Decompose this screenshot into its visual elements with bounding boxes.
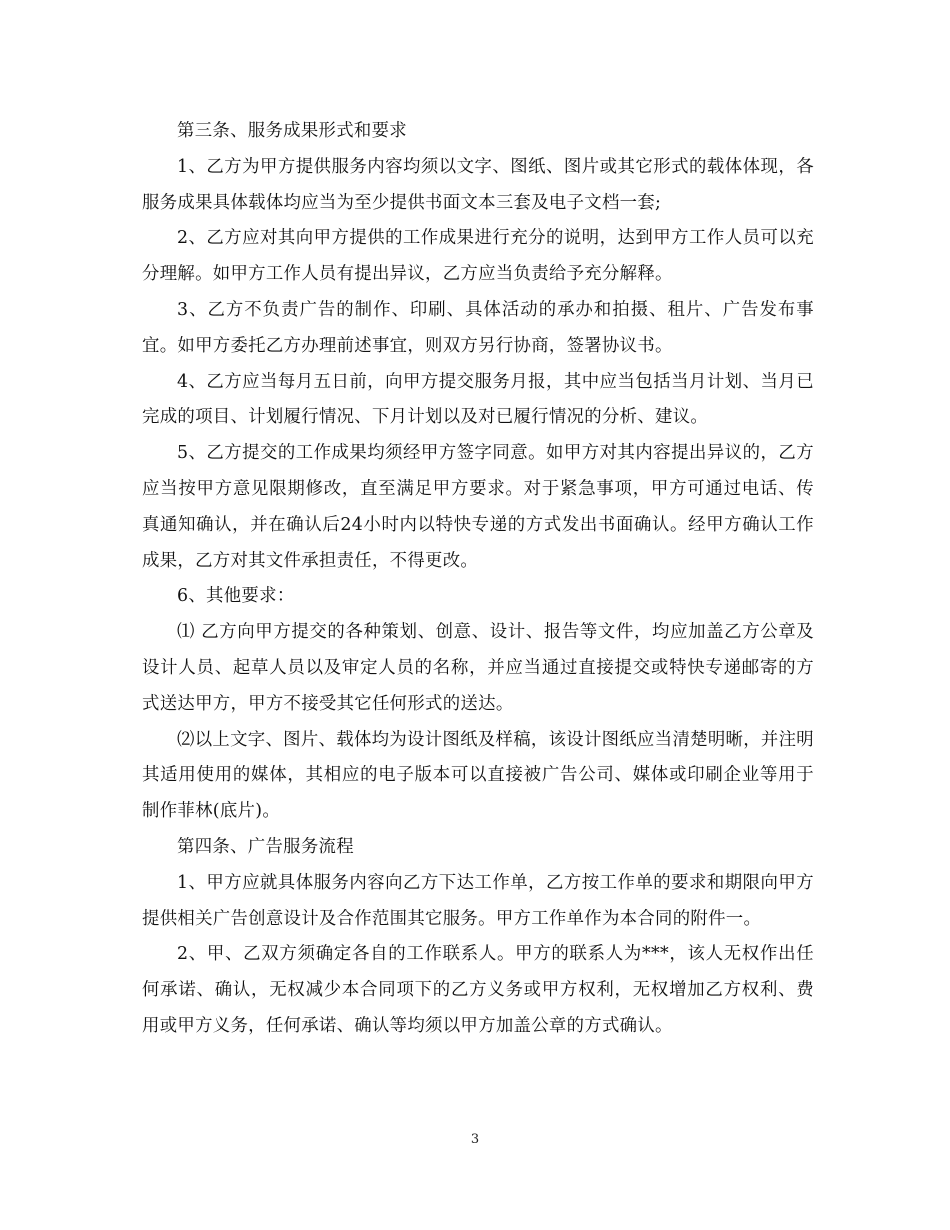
paragraph-clause-4-1: 1、甲方应就具体服务内容向乙方下达工作单，乙方按工作单的要求和期限向甲方提供相关广告创意设计及合作范围其它服务。甲方工作单作为本合同的附件一。 (142, 872, 814, 929)
paragraph-clause-3-1: 1、乙方为甲方提供服务内容均须以文字、图纸、图片或其它形式的载体体现，各服务成果具体载体均应当为至少提供书面文本三套及电子文档一套; (142, 156, 814, 213)
paragraph-clause-3-6-2: ⑵以上文字、图片、载体均为设计图纸及样稿，该设计图纸应当清楚明晰，并注明其适用使用的媒体，其相应的电子版本可以直接被广告公司、媒体或印刷企业等用于制作菲林(底片)。 (142, 729, 814, 822)
paragraph-clause-4-2: 2、甲、乙双方须确定各自的工作联系人。甲方的联系人为***，该人无权作出任何承诺、确认，无权减少本合同项下的乙方义务或甲方权利，无权增加乙方权利、费用或甲方义务，任何承诺、确认等均须以甲方加盖公章的方式确认。 (142, 944, 814, 1036)
document-body (142, 114, 814, 1045)
paragraph-clause-3-2: 2、乙方应对其向甲方提供的工作成果进行充分的说明，达到甲方工作人员可以充分理解。如甲方工作人员有提出异议，乙方应当负责给予充分解释。 (142, 228, 814, 285)
paragraph-clause-3-6: 6、其他要求： (177, 586, 295, 607)
paragraph-clause-3-6-1: ⑴ 乙方向甲方提交的各种策划、创意、设计、报告等文件，均应加盖乙方公章及设计人员、起草人员以及审定人员的名称，并应当通过直接提交或特快专递邮寄的方式送达甲方，甲方不接受其它任何形式的送达。 (142, 622, 814, 714)
page-number: 3 (470, 1132, 480, 1147)
paragraph-clause-3-5: 5、乙方提交的工作成果均须经甲方签字同意。如甲方对其内容提出异议的，乙方应当按甲方意见限期修改，直至满足甲方要求。对于紧急事项，甲方可通过电话、传真通知确认，并在确认后24小时内以特快专递的方式发出书面确认。经甲方确认工作成果，乙方对其文件承担责任，不得更改。 (142, 443, 814, 571)
section-heading-article-4: 第四条、广告服务流程 (177, 836, 354, 857)
paragraph-clause-3-3: 3、乙方不负责广告的制作、印刷、具体活动的承办和拍摄、租片、广告发布事宜。如甲方委托乙方办理前述事宜，则双方另行协商，签署协议书。 (142, 299, 814, 356)
paragraph-clause-3-4: 4、乙方应当每月五日前，向甲方提交服务月报，其中应当包括当月计划、当月已完成的项目、计划履行情况、下月计划以及对已履行情况的分析、建议。 (142, 371, 814, 428)
section-heading-article-3: 第三条、服务成果形式和要求 (177, 121, 407, 141)
